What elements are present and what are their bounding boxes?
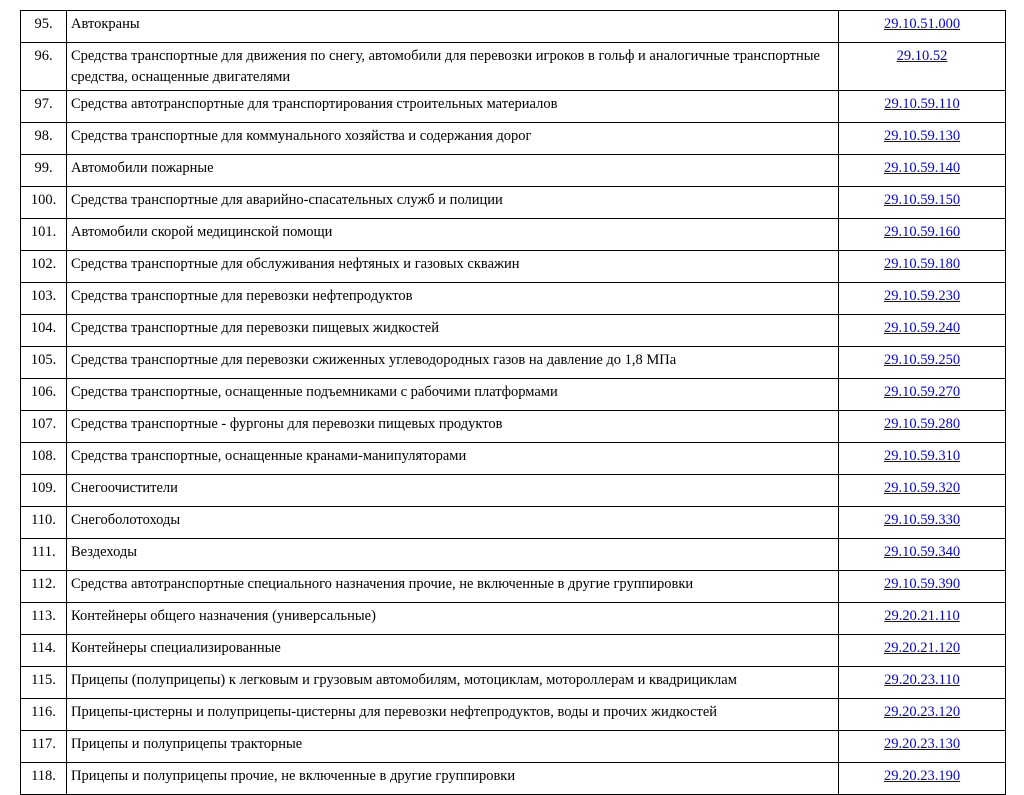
document-page <box>20 10 1006 795</box>
row-number: 109. <box>21 475 67 507</box>
code-cell <box>839 443 1006 475</box>
code-cell <box>839 123 1006 155</box>
table-row <box>21 155 1006 187</box>
okpd-code-link[interactable]: 29.20.23.110 <box>884 672 960 688</box>
code-cell <box>839 699 1006 731</box>
table-row <box>21 763 1006 795</box>
okpd-code-link[interactable]: 29.10.59.270 <box>883 384 961 400</box>
item-name: Контейнеры специализированные <box>67 635 839 667</box>
table-row <box>21 411 1006 443</box>
code-cell <box>839 91 1006 123</box>
item-name: Средства транспортные для перевозки пищевых жидкостей <box>67 315 839 347</box>
item-name: Прицепы и полуприцепы прочие, не включенные в другие группировки <box>67 763 839 795</box>
code-cell <box>839 539 1006 571</box>
row-number: 111. <box>21 539 67 571</box>
table-row <box>21 187 1006 219</box>
item-name: Средства транспортные для обслуживания нефтяных и газовых скважин <box>67 251 839 283</box>
table-row <box>21 251 1006 283</box>
table-row <box>21 731 1006 763</box>
code-cell <box>839 219 1006 251</box>
classification-table <box>20 10 1006 795</box>
row-number: 112. <box>21 571 67 603</box>
table-row <box>21 379 1006 411</box>
okpd-code-link[interactable]: 29.10.59.310 <box>883 448 961 464</box>
okpd-code-link[interactable]: 29.10.59.390 <box>883 576 961 592</box>
okpd-code-link[interactable]: 29.20.23.120 <box>883 704 961 720</box>
table-row <box>21 43 1006 91</box>
row-number: 103. <box>21 283 67 315</box>
item-name: Средства транспортные, оснащенные подъемниками с рабочими платформами <box>67 379 839 411</box>
code-cell <box>839 283 1006 315</box>
item-name: Прицепы и полуприцепы тракторные <box>67 731 839 763</box>
table-row <box>21 443 1006 475</box>
okpd-code-link[interactable]: 29.10.52 <box>896 48 948 64</box>
okpd-code-link[interactable]: 29.10.59.250 <box>883 352 961 368</box>
okpd-code-link[interactable]: 29.20.23.190 <box>883 768 961 784</box>
item-name: Контейнеры общего назначения (универсальные) <box>67 603 839 635</box>
okpd-code-link[interactable]: 29.20.21.110 <box>884 608 960 624</box>
code-cell <box>839 251 1006 283</box>
okpd-code-link[interactable]: 29.10.59.160 <box>883 224 961 240</box>
code-cell <box>839 187 1006 219</box>
row-number: 116. <box>21 699 67 731</box>
row-number: 102. <box>21 251 67 283</box>
table-row <box>21 507 1006 539</box>
item-name: Средства транспортные, оснащенные кранами-манипуляторами <box>67 443 839 475</box>
row-number: 117. <box>21 731 67 763</box>
item-name: Средства транспортные для перевозки нефтепродуктов <box>67 283 839 315</box>
code-cell <box>839 411 1006 443</box>
row-number: 110. <box>21 507 67 539</box>
item-name: Средства автотранспортные специального назначения прочие, не включенные в другие группировки <box>67 571 839 603</box>
code-cell <box>839 731 1006 763</box>
code-cell <box>839 347 1006 379</box>
row-number: 113. <box>21 603 67 635</box>
table-row <box>21 283 1006 315</box>
table-row <box>21 475 1006 507</box>
okpd-code-link[interactable]: 29.10.59.330 <box>883 512 961 528</box>
item-name: Средства транспортные для аварийно-спасательных служб и полиции <box>67 187 839 219</box>
table-row <box>21 11 1006 43</box>
row-number: 115. <box>21 667 67 699</box>
code-cell <box>839 763 1006 795</box>
table-row <box>21 91 1006 123</box>
code-cell <box>839 155 1006 187</box>
okpd-code-link[interactable]: 29.10.59.110 <box>884 96 960 112</box>
okpd-code-link[interactable]: 29.10.59.240 <box>883 320 961 336</box>
row-number: 118. <box>21 763 67 795</box>
item-name: Снегоочистители <box>67 475 839 507</box>
okpd-code-link[interactable]: 29.20.23.130 <box>883 736 961 752</box>
okpd-code-link[interactable]: 29.10.59.150 <box>883 192 961 208</box>
item-name: Средства транспортные для коммунального хозяйства и содержания дорог <box>67 123 839 155</box>
row-number: 106. <box>21 379 67 411</box>
table-row <box>21 315 1006 347</box>
row-number: 108. <box>21 443 67 475</box>
row-number: 105. <box>21 347 67 379</box>
item-name: Средства транспортные для движения по снегу, автомобили для перевозки игроков в гольф и аналогичные транспортные средства, оснащенные двигателями <box>67 43 839 91</box>
table-row <box>21 571 1006 603</box>
table-row <box>21 123 1006 155</box>
table-row <box>21 219 1006 251</box>
row-number: 114. <box>21 635 67 667</box>
item-name: Средства транспортные для перевозки сжиженных углеводородных газов на давление до 1,8 МПа <box>67 347 839 379</box>
okpd-code-link[interactable]: 29.10.59.340 <box>883 544 961 560</box>
row-number: 101. <box>21 219 67 251</box>
item-name: Вездеходы <box>67 539 839 571</box>
table-row <box>21 667 1006 699</box>
item-name: Прицепы-цистерны и полуприцепы-цистерны для перевозки нефтепродуктов, воды и прочих жидкостей <box>67 699 839 731</box>
okpd-code-link[interactable]: 29.10.59.320 <box>883 480 961 496</box>
table-row <box>21 347 1006 379</box>
okpd-code-link[interactable]: 29.10.59.180 <box>883 256 961 272</box>
item-name: Снегоболотоходы <box>67 507 839 539</box>
code-cell <box>839 315 1006 347</box>
table-row <box>21 603 1006 635</box>
row-number: 97. <box>21 91 67 123</box>
row-number: 100. <box>21 187 67 219</box>
code-cell <box>839 507 1006 539</box>
row-number: 95. <box>21 11 67 43</box>
code-cell <box>839 11 1006 43</box>
item-name: Прицепы (полуприцепы) к легковым и грузовым автомобилям, мотоциклам, мотороллерам и квадрициклам <box>67 667 839 699</box>
code-cell <box>839 475 1006 507</box>
row-number: 107. <box>21 411 67 443</box>
okpd-code-link[interactable]: 29.10.59.230 <box>883 288 961 304</box>
code-cell <box>839 379 1006 411</box>
row-number: 99. <box>21 155 67 187</box>
okpd-code-link[interactable]: 29.10.59.280 <box>883 416 961 432</box>
table-row <box>21 635 1006 667</box>
okpd-code-link[interactable]: 29.10.59.140 <box>883 160 961 176</box>
code-cell <box>839 667 1006 699</box>
okpd-code-link[interactable]: 29.20.21.120 <box>883 640 961 656</box>
code-cell <box>839 571 1006 603</box>
code-cell <box>839 43 1006 91</box>
code-cell <box>839 635 1006 667</box>
row-number: 104. <box>21 315 67 347</box>
item-name: Средства автотранспортные для транспортирования строительных материалов <box>67 91 839 123</box>
item-name: Автомобили пожарные <box>67 155 839 187</box>
item-name: Автокраны <box>67 11 839 43</box>
item-name: Средства транспортные - фургоны для перевозки пищевых продуктов <box>67 411 839 443</box>
code-cell <box>839 603 1006 635</box>
item-name: Автомобили скорой медицинской помощи <box>67 219 839 251</box>
okpd-code-link[interactable]: 29.10.59.130 <box>883 128 961 144</box>
table-row <box>21 539 1006 571</box>
okpd-code-link[interactable]: 29.10.51.000 <box>883 16 961 32</box>
row-number: 96. <box>21 43 67 91</box>
table-row <box>21 699 1006 731</box>
row-number: 98. <box>21 123 67 155</box>
